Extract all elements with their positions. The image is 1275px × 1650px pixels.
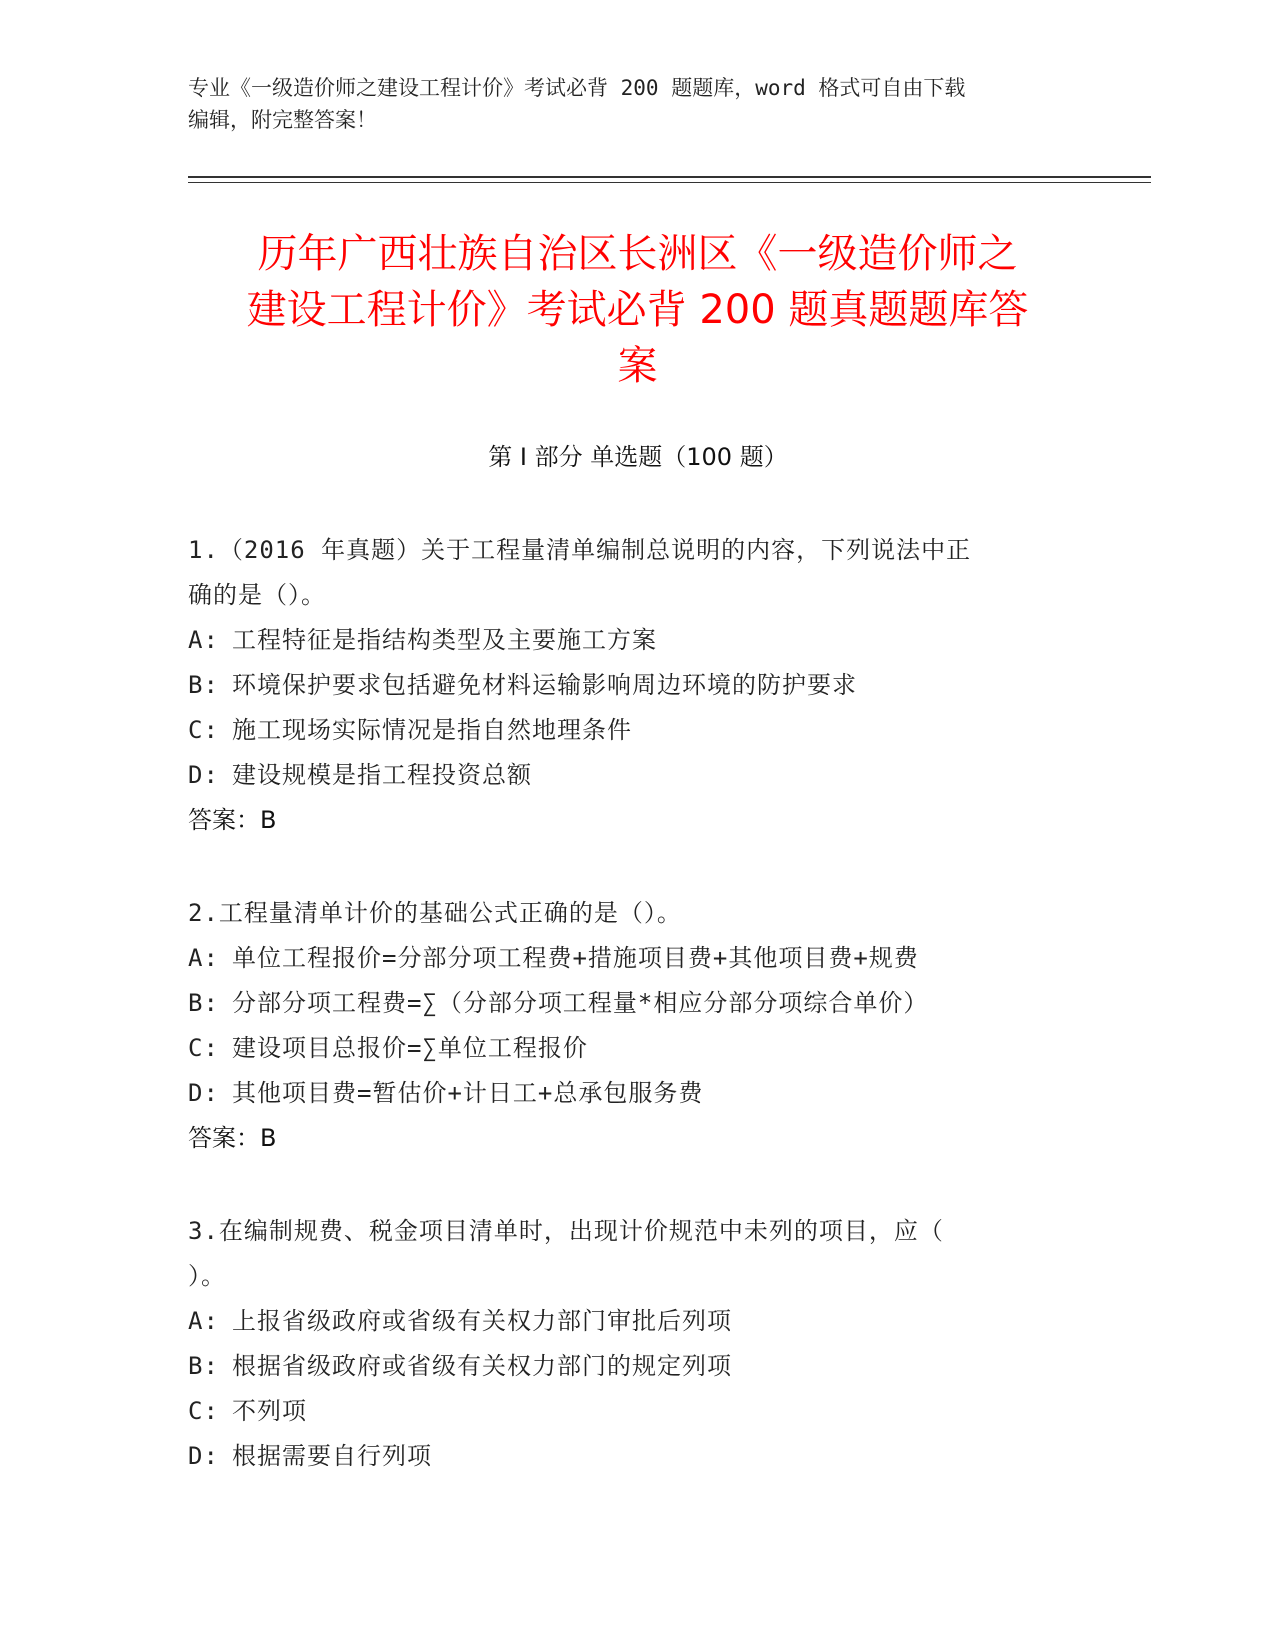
option-key: C: bbox=[188, 716, 219, 744]
option-key: D: bbox=[188, 1079, 219, 1107]
option-c bbox=[188, 708, 1068, 753]
header-divider-thick bbox=[188, 176, 1151, 178]
section-heading: 第 I 部分 单选题（100 题） bbox=[488, 443, 788, 471]
option-d bbox=[188, 753, 1068, 798]
option-text: 分部分项工程费=∑（分部分项工程量*相应分部分项综合单价） bbox=[232, 989, 929, 1017]
option-text: 环境保护要求包括避免材料运输影响周边环境的防护要求 bbox=[232, 671, 857, 699]
header-divider-thin bbox=[188, 182, 1151, 183]
option-d bbox=[188, 1434, 1068, 1479]
option-c bbox=[188, 1389, 1068, 1434]
option-key: B: bbox=[188, 671, 219, 699]
question-stem: 2.工程量清单计价的基础公式正确的是（）。 bbox=[188, 899, 682, 927]
option-key: A: bbox=[188, 1307, 219, 1335]
option-key: C: bbox=[188, 1034, 219, 1062]
option-b bbox=[188, 981, 1068, 1026]
question-item bbox=[188, 528, 1068, 843]
option-key: D: bbox=[188, 1442, 219, 1470]
question-item bbox=[188, 891, 1068, 1161]
header-note-line: 专业《一级造价师之建设工程计价》考试必背 200 题题库，word 格式可自由下载 bbox=[188, 76, 966, 100]
option-b bbox=[188, 663, 1068, 708]
option-key: A: bbox=[188, 944, 219, 972]
question-stem: ）。 bbox=[188, 1262, 226, 1290]
option-key: B: bbox=[188, 989, 219, 1017]
option-d bbox=[188, 1071, 1068, 1116]
question-stem: 确的是（）。 bbox=[188, 581, 326, 609]
option-text: 根据需要自行列项 bbox=[232, 1442, 432, 1470]
question-stem: 3.在编制规费、税金项目清单时，出现计价规范中未列的项目，应（ bbox=[188, 1217, 944, 1245]
option-key: C: bbox=[188, 1397, 219, 1425]
question-stem: 1.（2016 年真题）关于工程量清单编制总说明的内容，下列说法中正 bbox=[188, 536, 972, 564]
question-list bbox=[188, 528, 1068, 1527]
option-a bbox=[188, 936, 1068, 981]
option-a bbox=[188, 618, 1068, 663]
question-item bbox=[188, 1209, 1068, 1479]
option-text: 工程特征是指结构类型及主要施工方案 bbox=[232, 626, 657, 654]
header-note bbox=[188, 72, 1088, 136]
header-note-line: 编辑，附完整答案！ bbox=[188, 108, 377, 132]
option-text: 不列项 bbox=[232, 1397, 307, 1425]
option-b bbox=[188, 1344, 1068, 1389]
title-line: 历年广西壮族自治区长洲区《一级造价师之 bbox=[257, 231, 1018, 277]
answer-line: 答案：B bbox=[188, 1124, 277, 1152]
answer-line: 答案：B bbox=[188, 806, 277, 834]
option-text: 建设规模是指工程投资总额 bbox=[232, 761, 532, 789]
title-line: 建设工程计价》考试必背 200 题真题题库答 bbox=[246, 287, 1029, 333]
option-key: A: bbox=[188, 626, 219, 654]
option-c bbox=[188, 1026, 1068, 1071]
title-line: 案 bbox=[617, 343, 658, 389]
option-text: 根据省级政府或省级有关权力部门的规定列项 bbox=[232, 1352, 732, 1380]
option-key: D: bbox=[188, 761, 219, 789]
option-text: 施工现场实际情况是指自然地理条件 bbox=[232, 716, 632, 744]
option-text: 建设项目总报价=∑单位工程报价 bbox=[232, 1034, 588, 1062]
option-text: 其他项目费=暂估价+计日工+总承包服务费 bbox=[232, 1079, 704, 1107]
option-a bbox=[188, 1299, 1068, 1344]
option-text: 上报省级政府或省级有关权力部门审批后列项 bbox=[232, 1307, 732, 1335]
option-key: B: bbox=[188, 1352, 219, 1380]
option-text: 单位工程报价=分部分项工程费+措施项目费+其他项目费+规费 bbox=[232, 944, 919, 972]
document-title bbox=[175, 226, 1100, 394]
